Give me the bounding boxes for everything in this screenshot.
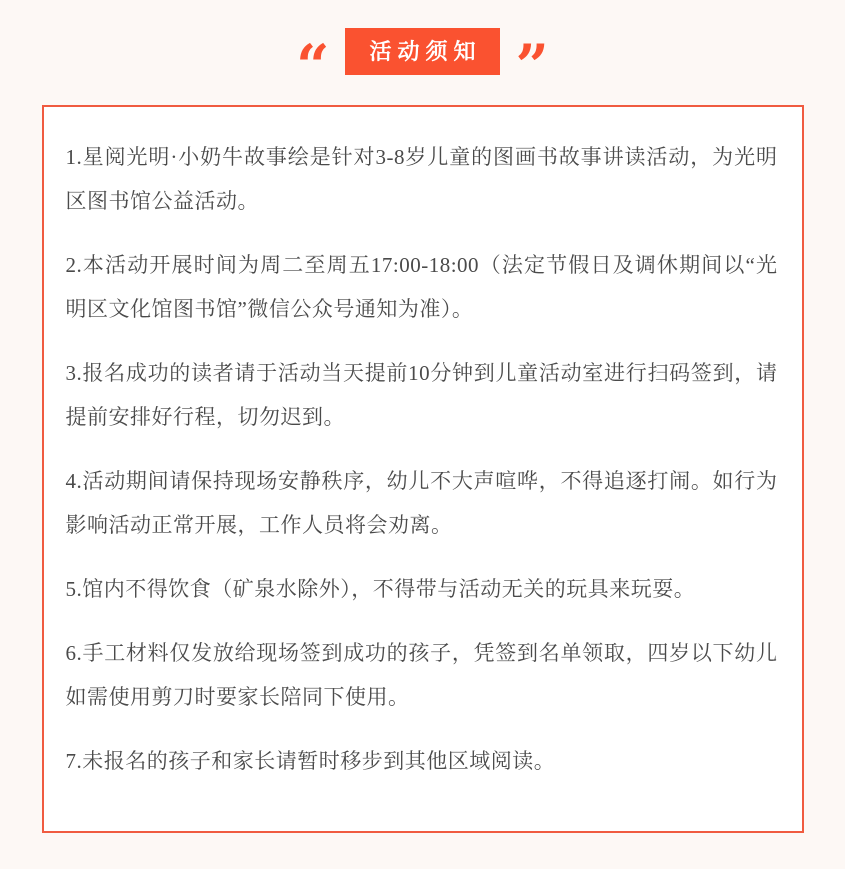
notice-item-6: 6.手工材料仅发放给现场签到成功的孩子，凭签到名单领取，四岁以下幼儿如需使用剪刀时要家长陪同下使用。 [65, 641, 778, 709]
page-header: “ 活动须知 ” [0, 28, 845, 75]
notice-item-1: 1.星阅光明·小奶牛故事绘是针对3-8岁儿童的图画书故事讲读活动，为光明区图书馆公益活动。 [65, 145, 778, 213]
notice-item-2: 2.本活动开展时间为周二至周五17:00-18:00（法定节假日及调休期间以“光明区文化馆图书馆”微信公众号通知为准）。 [65, 253, 778, 321]
page-title: 活动须知 [345, 28, 499, 75]
notice-item-3: 3.报名成功的读者请于活动当天提前10分钟到儿童活动室进行扫码签到，请提前安排好行程，切勿迟到。 [65, 361, 778, 429]
notice-box [42, 105, 804, 833]
notice-item-5: 5.馆内不得饮食（矿泉水除外），不得带与活动无关的玩具来玩耍。 [65, 577, 696, 601]
notice-item-4: 4.活动期间请保持现场安静秩序，幼儿不大声喧哗，不得追逐打闹。如行为影响活动正常开展，工作人员将会劝离。 [65, 469, 778, 537]
notice-item-7: 7.未报名的孩子和家长请暂时移步到其他区域阅读。 [65, 749, 556, 773]
